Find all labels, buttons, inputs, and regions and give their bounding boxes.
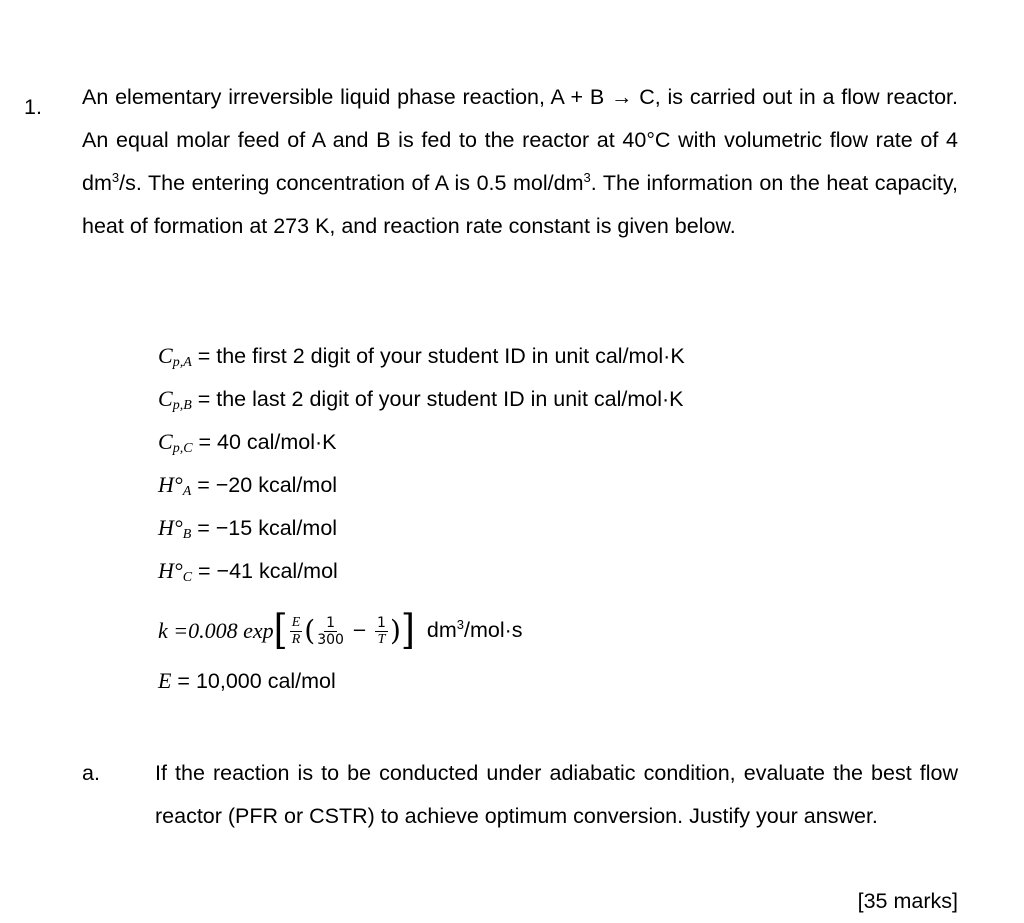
param-h-b [158, 506, 337, 549]
param-cp-c [158, 420, 337, 463]
part-a-label: a. [82, 761, 100, 785]
left-paren: ( [304, 614, 316, 648]
param-h-a-symbol: $H^\circ_A$ [158, 472, 192, 499]
param-h-c [158, 549, 338, 592]
param-e-symbol: E [158, 668, 172, 693]
param-h-c-text: = −41 kcal/mol [192, 559, 338, 583]
param-h-c-symbol: $H^\circ_C$ [158, 558, 193, 585]
intro-text-3: . The information on the heat capacity, heat of formation at 273 K, and reaction rate constant is given below. [82, 171, 958, 238]
param-cp-a [158, 334, 685, 377]
param-cp-b-text: = the last 2 digit of your student ID in unit cal/mol·K [191, 387, 684, 411]
intro-superscript-1: 3 [111, 170, 120, 185]
fraction-1-over-300: $\frac{1}{300}$ [317, 614, 344, 648]
param-cp-b [158, 377, 684, 420]
part-a-text: If the reaction is to be conducted under adiabatic condition, evaluate the best flow reactor (PFR or CSTR) to achieve optimum conversion. Justify your answer. [155, 761, 958, 828]
intro-text-2: /s. The entering concentration of A is 0.5 mol/dm [119, 171, 584, 195]
right-bracket: ] [400, 607, 415, 655]
rate-constant-unit: $dm^3/mol\cdot s$ [426, 617, 523, 642]
param-cp-c-text: = 40 cal/mol·K [192, 430, 337, 454]
param-e-text: = 10,000 cal/mol [171, 669, 336, 693]
question-intro [82, 76, 958, 248]
param-cp-a-text: = the first 2 digit of your student ID in unit cal/mol·K [191, 344, 685, 368]
intro-text-1: An elementary irreversible liquid phase reaction, A + B → C, is carried out in a flow reactor. An equal molar feed of A and B is fed to the reactor at 40°C with volumetric flow rate of 4 dm [82, 85, 958, 195]
param-k [158, 605, 523, 655]
param-h-b-text: = −15 kcal/mol [191, 516, 338, 540]
right-paren: ) [389, 614, 401, 648]
fraction-1-over-t: $\frac{1}{T}$ [377, 614, 386, 647]
param-cp-b-symbol: $C_{p,B}$ [158, 386, 192, 413]
minus-sign: − [351, 620, 368, 642]
part-a-marks: [35 marks] [857, 889, 958, 913]
param-h-b-symbol: $H^\circ_B$ [158, 515, 192, 542]
question-number: 1. [24, 95, 42, 119]
param-cp-c-symbol: $C_{p,C}$ [158, 429, 193, 456]
rate-constant-lhs: k =0.008 exp [158, 618, 274, 644]
param-h-a-text: = −20 kcal/mol [191, 473, 338, 497]
rate-constant-expression [158, 606, 415, 656]
intro-superscript-2: 3 [583, 170, 591, 185]
fraction-e-over-r: $\frac{E}{R}$ [291, 614, 301, 647]
param-cp-a-symbol: $C_{p,A}$ [158, 343, 192, 370]
param-e [158, 659, 336, 702]
left-bracket: [ [273, 607, 288, 655]
param-h-a [158, 463, 337, 506]
